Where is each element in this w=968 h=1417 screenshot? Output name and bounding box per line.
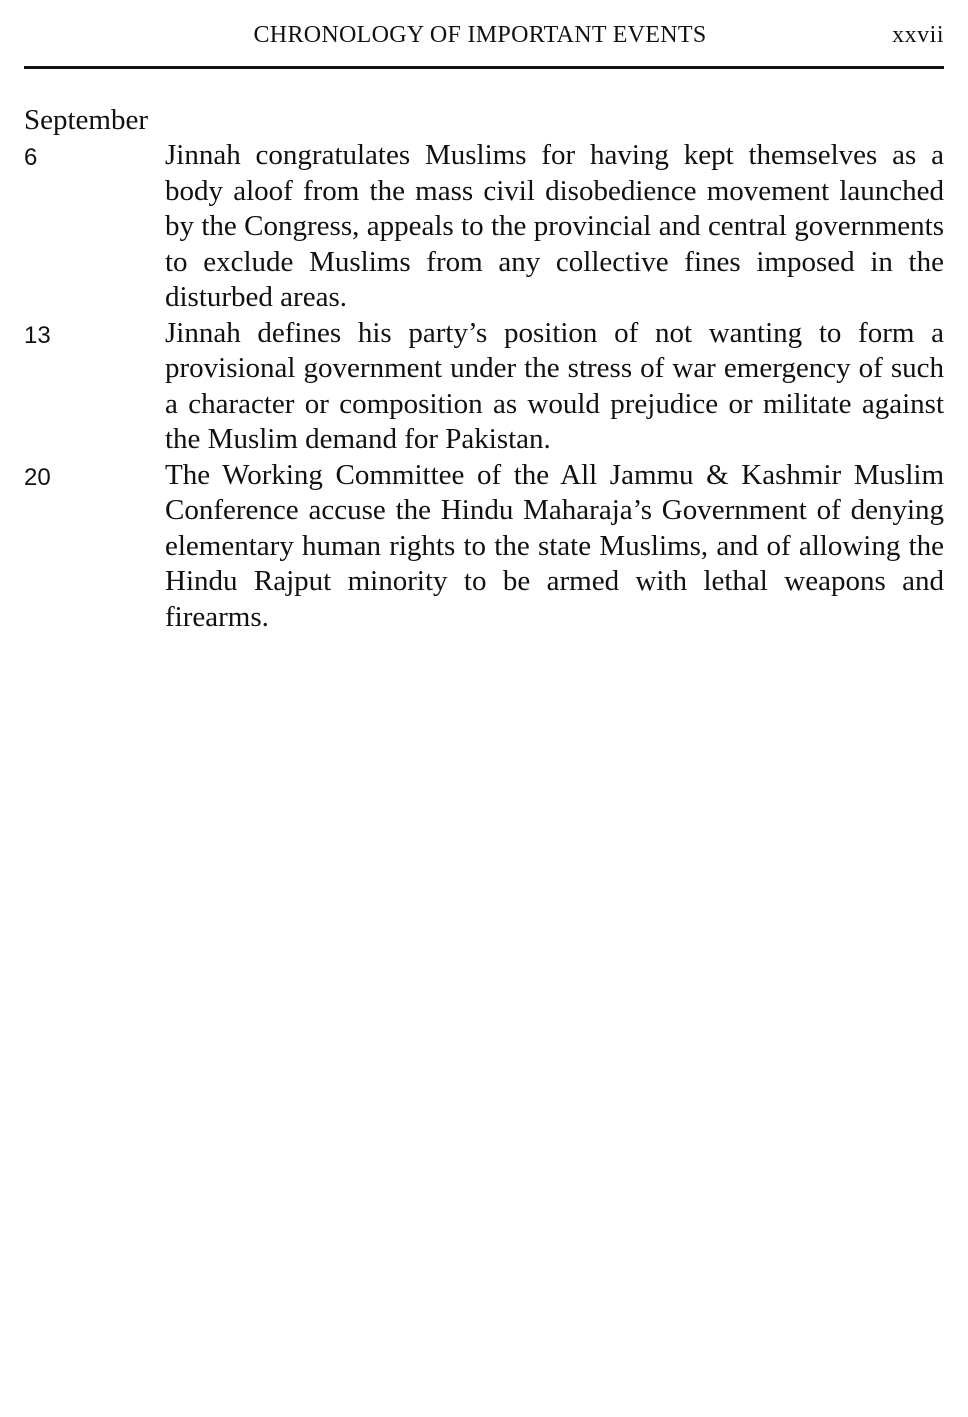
chronology-entry <box>24 138 944 316</box>
entry-day: 20 <box>24 463 51 491</box>
entry-text: Jinnah defines his party’s position of not wanting to form a provisional government under the stress of war emergency of such a character or composition as would prejudice or militate against the Muslim demand for Pakistan. <box>165 316 944 455</box>
chronology-entry <box>24 458 944 636</box>
entry-text: The Working Committee of the All Jammu & Kashmir Muslim Conference accuse the Hindu Maharaja’s Government of denying elementary human rights to the state Muslims, and of allowing the Hindu Rajput minority to be armed with lethal weapons and firearms. <box>165 458 944 633</box>
page-number: xxvii <box>892 22 944 48</box>
chronology-entry <box>24 316 944 458</box>
chronology-section <box>24 102 944 635</box>
header-rule <box>24 66 944 69</box>
entry-day: 13 <box>24 321 51 349</box>
entry-text: Jinnah congratulates Muslims for having kept themselves as a body aloof from the mass civil disobedience movement launched by the Congress, appeals to the provincial and central governments to exclude Muslims from any collective fines imposed in the disturbed areas. <box>165 139 944 313</box>
running-head <box>24 22 944 56</box>
month-heading: September <box>24 104 149 136</box>
entry-day: 6 <box>24 144 38 171</box>
running-title: CHRONOLOGY OF IMPORTANT EVENTS <box>253 22 707 48</box>
